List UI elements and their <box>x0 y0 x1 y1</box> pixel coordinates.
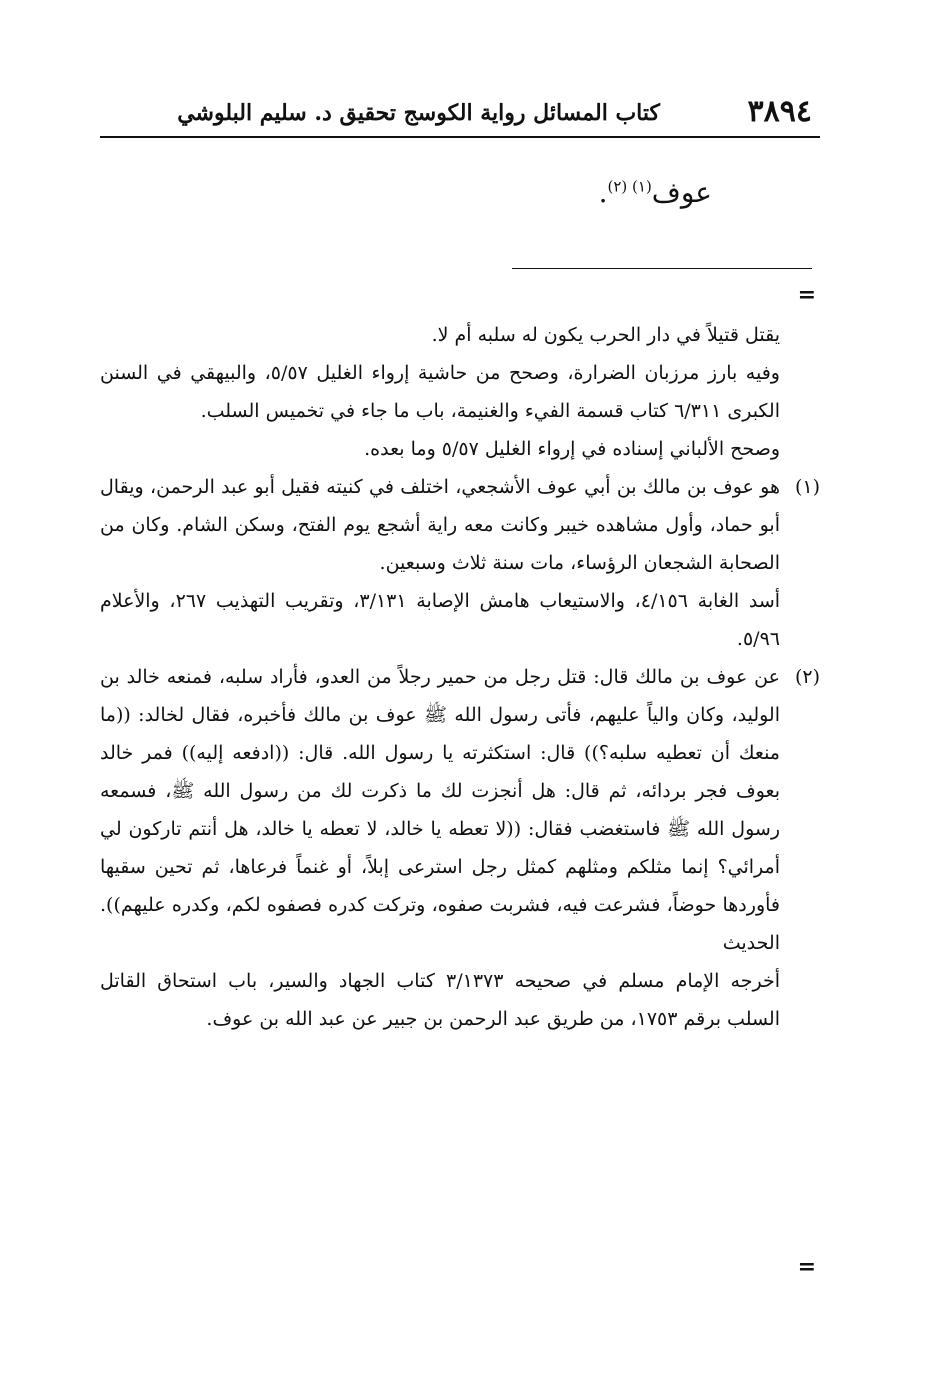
footnote-refs: (١) (٢) <box>607 177 652 196</box>
running-title: كتاب المسائل رواية الكوسج تحقيق د. سليم البلوشي <box>177 100 660 126</box>
footnote-paragraph: هو عوف بن مالك بن أبي عوف الأشجعي، اختلف في كنيته فقيل أبو عبد الرحمن، ويقال أبو حماد، وأول مشاهده خيبر وكانت معه راية أشجع يوم الفتح، وسكن الشام. وكان من الصحابة الشجعان الرؤساء، مات سنة ثلاث وسبعين. <box>100 476 780 574</box>
main-text-word: عوف <box>651 176 712 209</box>
book-page <box>100 80 820 1280</box>
footnote-number: (٢) <box>794 666 820 688</box>
footnotes <box>100 316 820 1038</box>
footnote-separator <box>512 268 812 269</box>
footnote-paragraph: أخرجه الإمام مسلم في صحيحه ٣/١٣٧٣ كتاب الجهاد والسير، باب استحاق القاتل السلب برقم ١٧٥٣، من طريق عبد الرحمن بن جبير عن عبد الله بن عوف. <box>100 970 780 1030</box>
main-text <box>599 176 712 209</box>
footnote-1 <box>100 468 820 658</box>
footnote-paragraph: أسد الغابة ٤/١٥٦، والاستيعاب هامش الإصابة ٣/١٣١، وتقريب التهذيب ٢٦٧، والأعلام ٥/٩٦. <box>100 590 781 650</box>
page-header <box>100 80 820 134</box>
main-text-end: . <box>598 176 608 209</box>
footnote-2 <box>100 658 820 1038</box>
header-rule <box>100 136 820 138</box>
page-number: ٣٨٩٤ <box>747 94 812 129</box>
footnote-continuation-line: يقتل قتيلاً في دار الحرب يكون له سلبه أم لا. <box>431 324 780 346</box>
footnote-paragraph: عن عوف بن مالك قال: قتل رجل من حمير رجلاً من العدو، فأراد سلبه، فمنعه خالد بن الوليد، وكان والياً عليهم، فأتى رسول الله ﷺ عوف بن مالك فأخبره، فقال لخالد: ((ما منعك أن تعطيه سلبه؟)) قال: استكثرته يا رسول الله. قال: ((ادفعه إليه)) فمر خالد بعوف فجر بردائه، ثم قال: هل أنجزت لك ما ذكرت لك من رسول الله ﷺ، فسمعه رسول الله ﷺ فاستغضب فقال: ((لا تعطه يا خالد، لا تعطه يا خالد، هل أنتم تاركون لي أمرائي؟ إنما مثلكم ومثلهم كمثل رجل استرعى إبلاً، أو غنماً فرعاها، ثم تحين سقيها فأوردها حوضاً، فشرعت فيه، فشربت صفوه، وتركت كدره فصفوه لكم، وكدره عليهم)). الحديث <box>100 666 780 954</box>
footnote-continuation-paragraph: وفيه بارز مرزبان الضرارة، وصحح من حاشية إرواء الغليل ٥/٥٧، والبيهقي في السنن الكبرى ٦/٣١١ كتاب قسمة الفيء والغنيمة، باب ما جاء في تخميس السلب. <box>100 362 780 422</box>
footnote-number: (١) <box>794 476 820 498</box>
continuation-mark-top: = <box>797 282 816 308</box>
footnote-continuation-paragraph: وصحح الألباني إسناده في إرواء الغليل ٥/٥٧ وما بعده. <box>364 438 780 460</box>
continuation-mark-bottom: = <box>797 1254 816 1280</box>
